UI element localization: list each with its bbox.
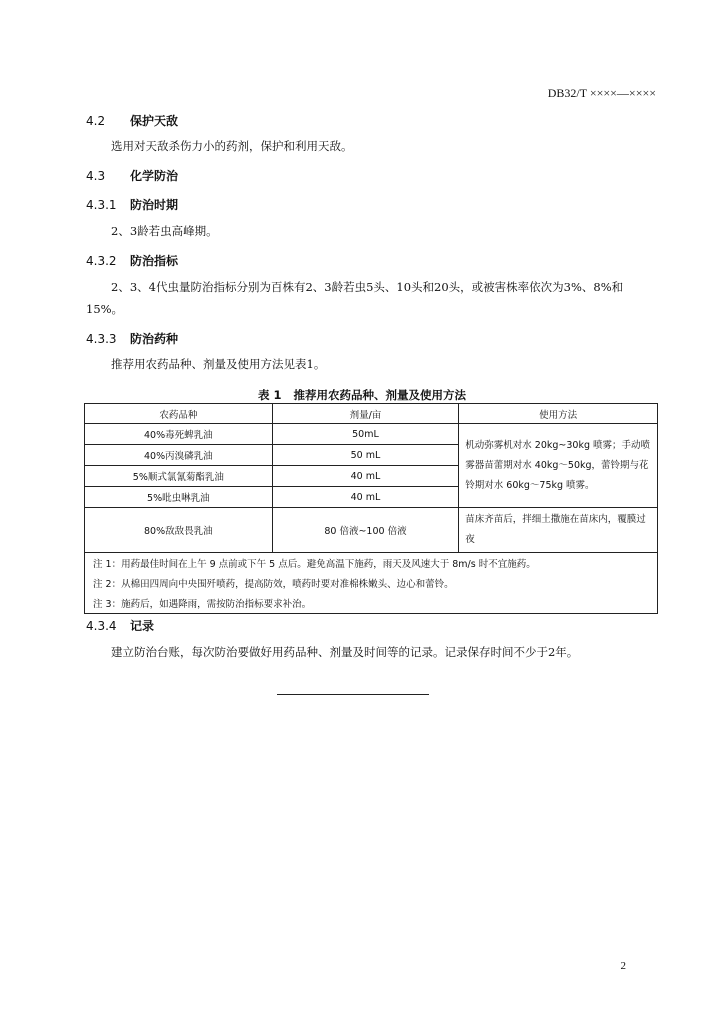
method-cell: 苗床齐苗后，拌细土撒施在苗床内，覆膜过夜 — [459, 508, 658, 553]
paragraph: 2、3龄若虫高峰期。 — [111, 224, 218, 238]
section-number: 4.3.3 — [86, 332, 117, 346]
table-title: 推荐用农药品种、剂量及使用方法 — [293, 388, 466, 402]
dose-cell: 40 mL — [272, 487, 459, 508]
pesticide-cell: 80%敌敌畏乳油 — [85, 508, 273, 553]
table-row — [85, 508, 658, 553]
method-cell-group: 机动弥雾机对水 20kg~30kg 喷雾；手动喷雾器苗蕾期对水 40kg～50kg，蕾铃期与花铃期对水 60kg～75kg 喷雾。 — [459, 424, 658, 508]
column-header-method: 使用方法 — [459, 404, 658, 424]
column-header-pesticide: 农药品种 — [85, 404, 273, 424]
section-heading-4-3-4 — [86, 617, 154, 634]
table-note-row — [85, 573, 658, 593]
dose-cell: 80 倍液~100 倍液 — [272, 508, 459, 553]
dose-cell: 50mL — [272, 424, 459, 445]
pesticide-cell: 40%丙溴磷乳油 — [85, 445, 273, 466]
column-header-dose: 剂量/亩 — [272, 404, 459, 424]
section-heading-4-3-1 — [86, 196, 178, 213]
table-note-row — [85, 553, 658, 574]
section-title: 防治指标 — [130, 254, 179, 268]
table-number: 表 1 — [257, 388, 282, 402]
section-heading-4-3 — [86, 167, 178, 184]
pesticide-cell: 40%毒死蜱乳油 — [85, 424, 273, 445]
pesticide-cell: 5%吡虫啉乳油 — [85, 487, 273, 508]
page-number: 2 — [620, 960, 626, 972]
table-header-row — [85, 404, 658, 424]
paragraph: 建立防治台账，每次防治要做好用药品种、剂量及时间等的记录。记录保存时间不少于2年。 — [111, 645, 579, 659]
section-number: 4.3.4 — [86, 619, 117, 633]
paragraph: 2、3、4代虫量防治指标分别为百株有2、3龄若虫5头、10头和20头，或被害株率依次为3%、8%和15%。 — [86, 280, 624, 316]
paragraph: 选用对天敌杀伤力小的药剂，保护和利用天敌。 — [111, 139, 353, 153]
section-number: 4.3.1 — [86, 198, 117, 212]
table-note: 注 2：从棉田四周向中央围歼喷药，提高防效，喷药时要对准棉株嫩头、边心和蕾铃。 — [85, 573, 658, 593]
table-note-row — [85, 593, 658, 614]
dose-cell: 50 mL — [272, 445, 459, 466]
section-title: 化学防治 — [130, 169, 179, 183]
pesticide-cell: 5%顺式氯氰菊酯乳油 — [85, 466, 273, 487]
section-number: 4.3.2 — [86, 254, 117, 268]
section-heading-4-2 — [86, 112, 178, 129]
section-number: 4.3 — [86, 169, 106, 183]
section-heading-4-3-3 — [86, 330, 178, 347]
dose-cell: 40 mL — [272, 466, 459, 487]
section-title: 防治时期 — [130, 198, 179, 212]
end-of-document-line — [277, 694, 429, 695]
paragraph: 推荐用农药品种、剂量及使用方法见表1。 — [111, 357, 326, 371]
table-row — [85, 424, 658, 445]
section-number: 4.2 — [86, 114, 106, 128]
section-heading-4-3-2 — [86, 252, 178, 269]
section-title: 保护天敌 — [130, 114, 179, 128]
section-title: 防治药种 — [130, 332, 179, 346]
document-code-header: DB32/T ××××—×××× — [547, 86, 656, 100]
section-title: 记录 — [130, 619, 155, 633]
table-caption — [0, 387, 724, 403]
table-note: 注 3：施药后，如遇降雨，需按防治指标要求补治。 — [85, 593, 658, 614]
pesticide-table — [84, 403, 658, 614]
table-note: 注 1：用药最佳时间在上午 9 点前或下午 5 点后。避免高温下施药，雨天及风速大于 8m/s 时不宜施药。 — [85, 553, 658, 574]
